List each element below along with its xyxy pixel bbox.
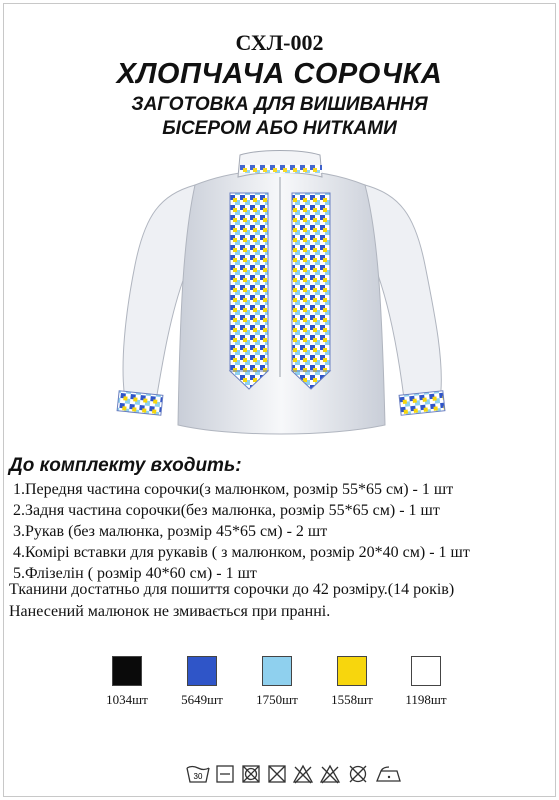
care-symbols: [185, 762, 415, 786]
swatch-label: 1034шт: [106, 692, 148, 707]
wash-note: Нанесений малюнок не змивається при пранні.: [9, 603, 331, 620]
kit-item: 3.Рукав (без малюнка, розмір 45*65 см) - 2 шт: [13, 523, 328, 540]
kit-title: До комплекту входить:: [9, 455, 242, 476]
swatch-label: 5649шт: [181, 692, 223, 707]
product-code: СХЛ-002: [235, 30, 324, 55]
no-wring-icon: [321, 766, 339, 783]
no-bleach-icon: [294, 766, 312, 783]
iron-low-icon: [377, 767, 400, 781]
kit-item: 5.Флізелін ( розмір 40*60 см) - 1 шт: [13, 565, 257, 582]
swatch-light-blue: [262, 656, 292, 686]
no-dryclean-circle-icon: [350, 766, 366, 782]
kit-item: 1.Передня частина сорочки(з малюнком, розмір 55*65 см) - 1 шт: [13, 481, 454, 498]
kit-list: [13, 479, 470, 584]
product-title: ХЛОПЧАЧА СОРОЧКА: [116, 58, 443, 90]
swatch-label: 1558шт: [331, 692, 373, 707]
swatch-black: [112, 656, 142, 686]
wash-30-icon: [187, 767, 209, 783]
wash-temp-label: 30: [193, 772, 203, 781]
swatch-label: 1750шт: [256, 692, 298, 707]
swatch-label: 1198шт: [405, 692, 447, 707]
kit-item: 4.Комірі вставки для рукавів ( з малюнком, розмір 20*40 см) - 1 шт: [13, 544, 470, 561]
fabric-note: Тканини достатньо для пошиття сорочки до 42 розміру.(14 років): [9, 581, 455, 598]
no-dryclean-icon: [269, 766, 285, 782]
no-tumble-dry-icon: [243, 766, 259, 782]
swatch-blue: [187, 656, 217, 686]
product-subtitle-line2: БІСЕРОМ АБО НИТКАМИ: [162, 118, 397, 139]
swatch-white: [411, 656, 441, 686]
product-subtitle-line1: ЗАГОТОВКА ДЛЯ ВИШИВАННЯ: [131, 94, 428, 115]
swatch-yellow: [337, 656, 367, 686]
iron-bar-icon: [217, 766, 233, 782]
shirt-illustration: [100, 145, 460, 450]
kit-item: 2.Задня частина сорочки(без малюнка, розмір 55*65 см) - 1 шт: [13, 502, 440, 519]
